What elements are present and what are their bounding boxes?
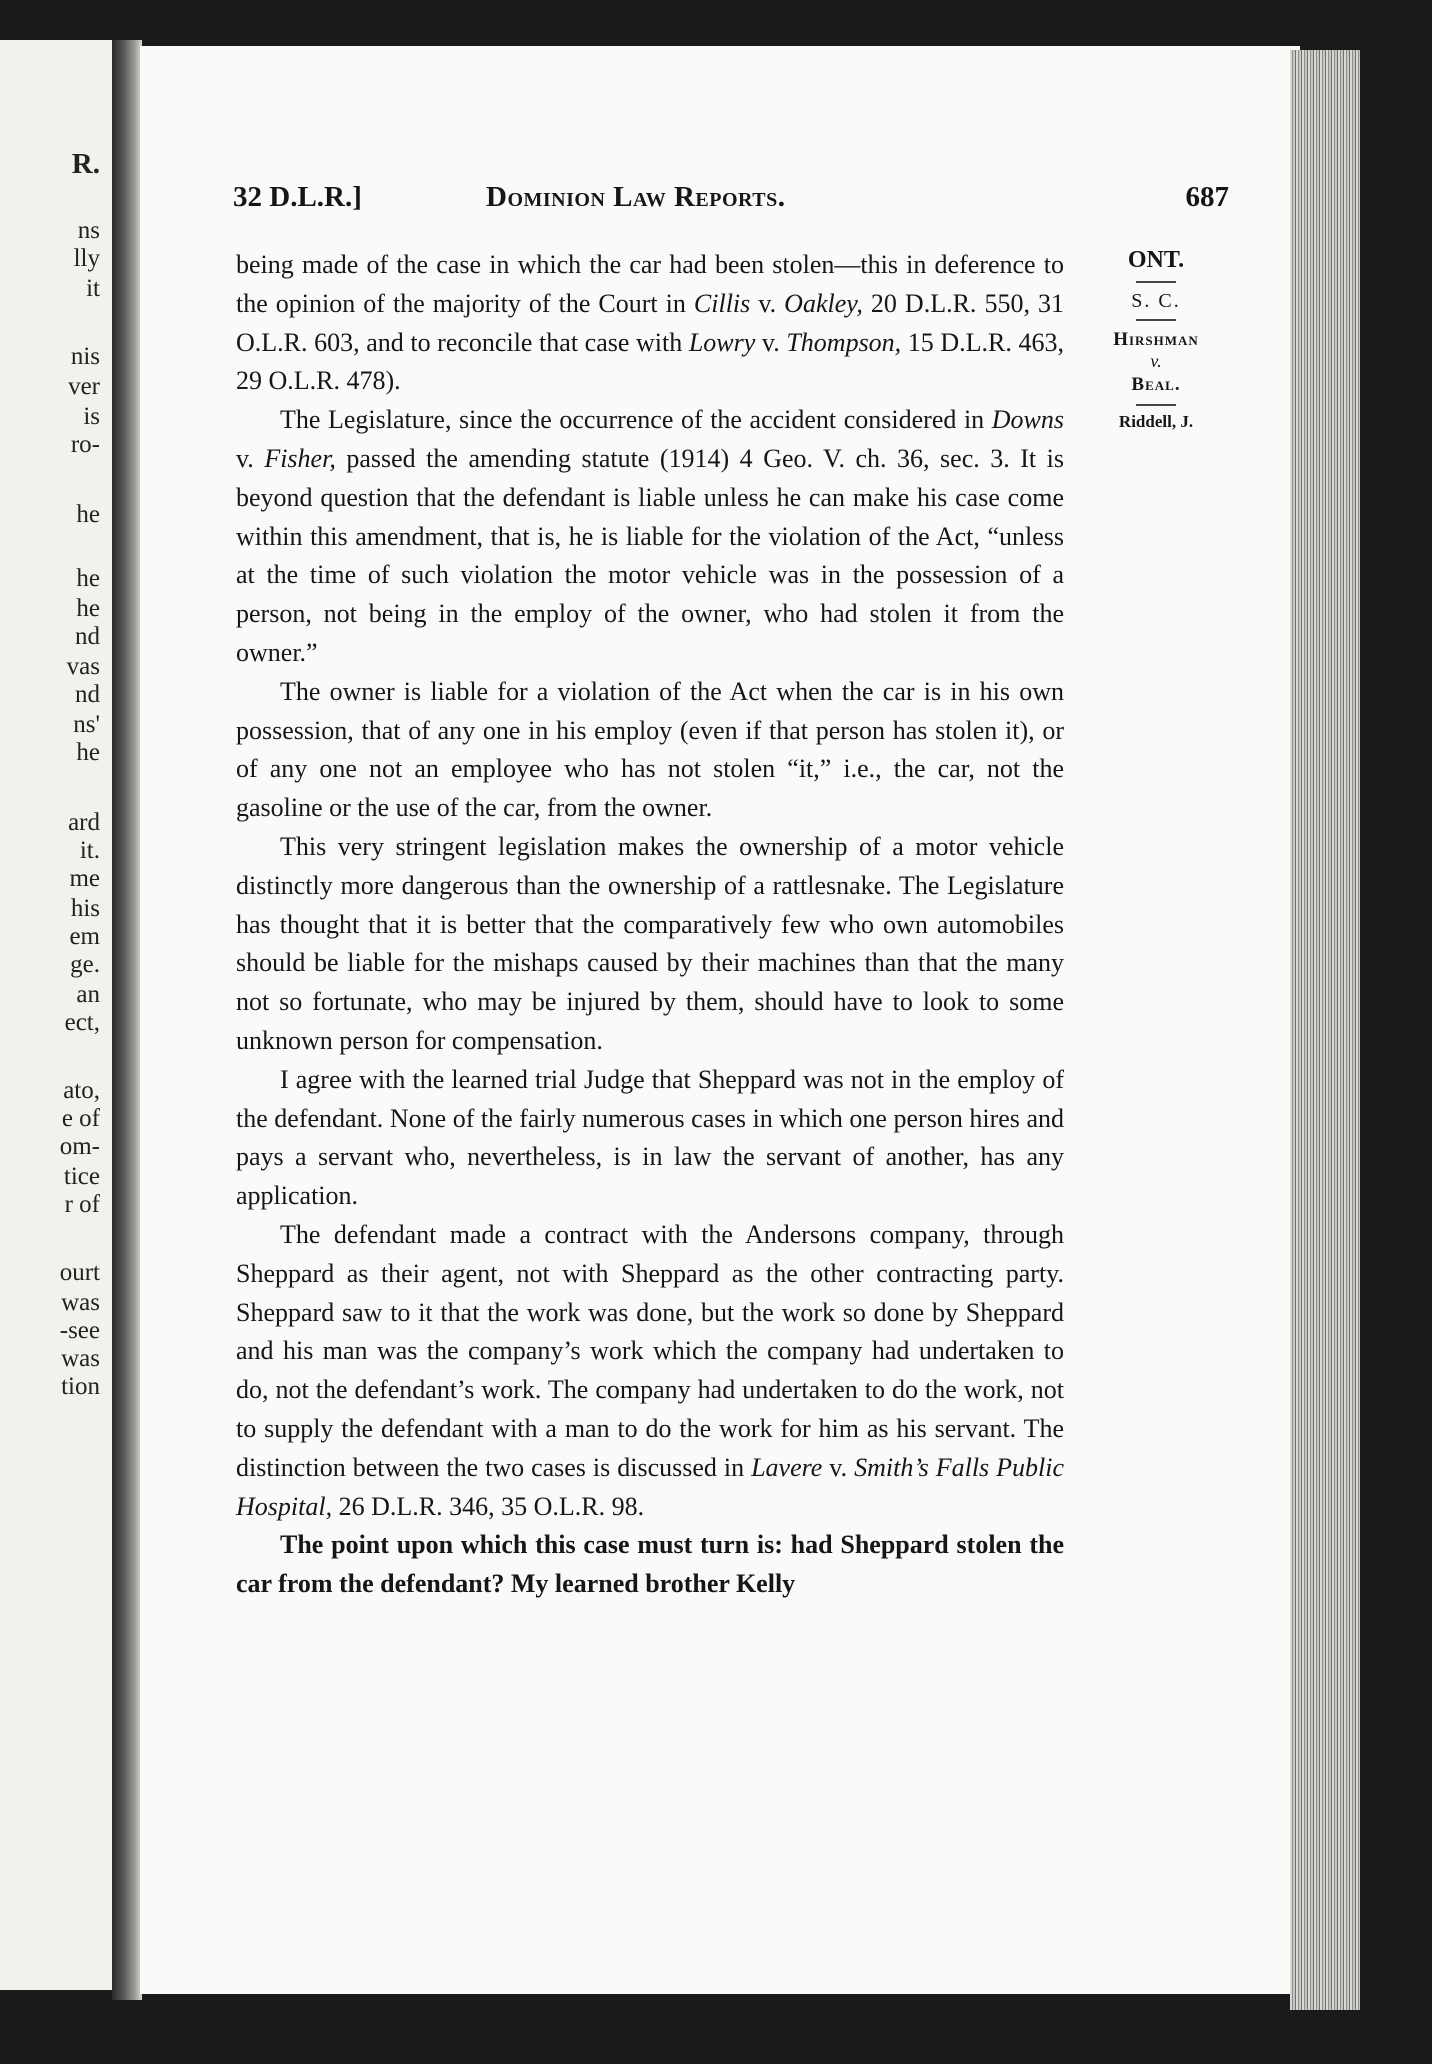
previous-page-line-fragment: it — [86, 275, 100, 302]
paragraph — [236, 246, 1064, 401]
previous-page-line-fragment: he — [76, 739, 100, 766]
previous-page-line-fragment: nd — [75, 681, 100, 708]
previous-page-line-fragment: he — [76, 595, 100, 622]
previous-page-line-fragment: ver — [68, 373, 100, 400]
case-name-italic: Thompson, — [786, 327, 902, 357]
previous-page-line-fragment: e of — [61, 1105, 100, 1132]
page-number: 687 — [1185, 181, 1229, 213]
versus: v. — [1150, 351, 1162, 372]
previous-page-line-fragment: his — [70, 895, 100, 922]
previous-page-line-fragment: was — [61, 1345, 100, 1372]
text-run: v. — [822, 1452, 855, 1482]
court: S. C. — [1131, 289, 1181, 312]
case-name-italic: Lavere — [751, 1452, 823, 1482]
previous-page-line-fragment: ns' — [73, 711, 100, 738]
previous-page-line-fragment: he — [76, 565, 100, 592]
text-run: The defendant made a contract with the Andersons company, through Sheppard as their agent, not with Sheppard as the other contracting party. Sheppard saw to it that the work was done, but the work so done by Sheppard and his man was the company’s work which the company had undertaken to do, not the defendant’s work. The company had undertaken to do the work, not to supply the defendant with a man to do the work for him as his servant. The distinction between the two cases is discussed in — [236, 1219, 1064, 1482]
text-run: v. — [750, 288, 785, 318]
previous-page-line-fragment: om- — [59, 1133, 100, 1160]
previous-page-line-fragment: ato, — [63, 1077, 100, 1104]
paragraph — [236, 401, 1064, 673]
paragraph — [236, 1216, 1064, 1526]
previous-page-line-fragment: it. — [79, 837, 100, 864]
text-run: 15 D.L.R. 463, 29 O.L.R. 478). — [236, 327, 1065, 396]
previous-page-line-fragment: me — [69, 865, 100, 892]
text-run: This very stringent legislation makes the ownership of a motor vehicle distinctly more dangerous than the ownership of a rattlesnake. The Legislature has thought that it is better that the comparatively few who own automobiles should be liable for the mishaps caused by their machines than that the many not so fortunate, who may be injured by them, should have to look to some unknown person for compensation. — [236, 831, 1064, 1055]
margin-sidenote — [1092, 246, 1220, 432]
previous-page-line-fragment: tice — [63, 1163, 100, 1190]
previous-page-line-fragment: ns — [77, 217, 100, 244]
running-header — [233, 181, 1229, 215]
publication-title: Dominion Law Reports. — [486, 181, 786, 213]
case-name-italic: Lowry — [688, 327, 756, 357]
text-run: The owner is liable for a violation of the Act when the car is in his own possession, that of any one in his employ (even if that person has stolen it), or of any one not an employee who has not stolen “it,” i.e., the car, not the gasoline or the use of the car, from the owner. — [236, 676, 1064, 823]
text-run: The Legislature, since the occurrence of the accident considered in — [280, 405, 992, 435]
rule-divider — [1136, 404, 1176, 406]
paragraph — [236, 673, 1064, 828]
previous-page-line-fragment: lly — [73, 245, 100, 272]
volume-reference: 32 D.L.R.] — [233, 181, 362, 213]
previous-page-line-fragment: ect, — [64, 1009, 100, 1036]
rule-divider — [1136, 281, 1176, 283]
previous-page-line-fragment: vas — [66, 653, 100, 680]
case-name-italic: Cillis — [693, 288, 751, 318]
previous-page-line-fragment: -see — [59, 1317, 100, 1344]
case-name-italic: Oakley, — [784, 288, 863, 318]
case-name-italic: Smith’s Falls Public Hospital, — [236, 1452, 1065, 1521]
text-run: v. — [236, 443, 265, 473]
previous-page-edge — [0, 40, 112, 1990]
previous-page-line-fragment: an — [76, 981, 100, 1008]
previous-page-line-fragment: nis — [70, 343, 100, 370]
text-run: 26 D.L.R. 346, 35 O.L.R. 98. — [332, 1491, 645, 1521]
previous-page-line-fragment: tion — [61, 1373, 100, 1400]
previous-page-line-fragment: was — [61, 1289, 100, 1316]
page-block-edge — [1290, 50, 1360, 2010]
text-run: 20 D.L.R. 550, 31 O.L.R. 603, and to reconcile that case with — [236, 288, 1065, 357]
judge-name: Riddell, J. — [1118, 411, 1194, 431]
case-name-italic: Fisher, — [264, 443, 336, 473]
text-run: v. — [755, 327, 787, 357]
paragraph — [236, 1061, 1064, 1216]
text-run: passed the amending statute (1914) 4 Geo. V. ch. 36, sec. 3. It is beyond question that the defendant is liable unless he can make his case come within this amendment, that is, he is liable for the violation of the Act, “unless at the time of such violation the motor vehicle was in the possession of a person, not being in the employ of the owner, who had stolen it from the owner.” — [236, 443, 1065, 667]
previous-page-line-fragment: ard — [68, 809, 100, 836]
case-name-italic: Downs — [991, 405, 1064, 435]
text-run: I agree with the learned trial Judge that Sheppard was not in the employ of the defendant. None of the fairly numerous cases in which one person hires and pays a servant who, nevertheless, is in law the servant of another, has any application. — [236, 1064, 1064, 1211]
previous-page-line-fragment: nd — [75, 623, 100, 650]
previous-page-line-fragment: ge. — [70, 951, 100, 978]
text-run: being made of the case in which the car had been stolen—this in deference to the opinion of the majority of the Court in — [236, 250, 1064, 318]
paragraph — [236, 828, 1064, 1061]
paragraph — [236, 1526, 1064, 1604]
previous-page-line-fragment: em — [69, 923, 100, 950]
text-run: The point upon which this case must turn is: had Sheppard stolen the car from the defendant? My learned brother Kelly — [236, 1530, 1064, 1599]
previous-page-line-fragment: ourt — [59, 1259, 100, 1286]
previous-page-line-fragment: he — [76, 501, 100, 528]
previous-page-line-fragment: R. — [71, 148, 100, 180]
previous-page-line-fragment: ro- — [70, 431, 100, 458]
province: ONT. — [1127, 247, 1185, 273]
book-gutter — [112, 40, 142, 2000]
previous-page-line-fragment: r of — [64, 1191, 100, 1218]
body-text — [236, 246, 1064, 1604]
previous-page-line-fragment: is — [83, 403, 100, 430]
defendant-name: Beal. — [1131, 374, 1181, 396]
plaintiff-name: Hirshman — [1113, 328, 1199, 350]
rule-divider — [1136, 319, 1176, 321]
